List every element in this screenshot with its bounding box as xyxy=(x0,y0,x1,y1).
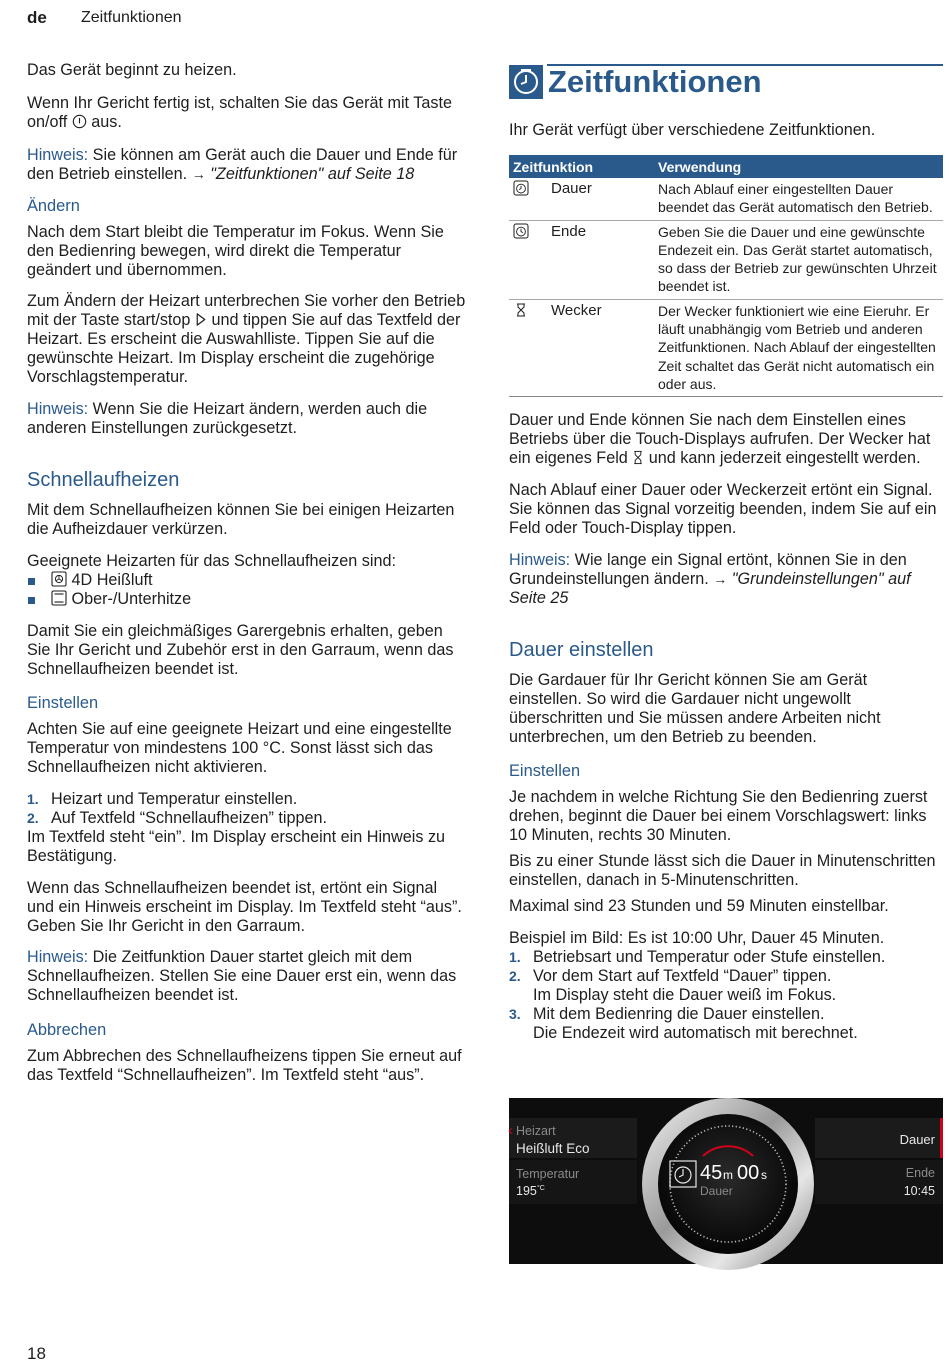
step xyxy=(509,967,943,1005)
paragraph: Ihr Gerät verfügt über verschiedene Zeitfunktionen. xyxy=(509,121,876,139)
table-cell-icon xyxy=(509,220,547,299)
power-icon xyxy=(72,114,87,129)
step-number: 1. xyxy=(27,791,39,807)
paragraph: Beispiel im Bild: Es ist 10:00 Uhr, Dauer 45 Minuten. xyxy=(509,929,885,948)
paragraph: Die Gardauer für Ihr Gericht können Sie am Gerät einstellen. So wird die Gardauer nicht ungewollt überschritten und Sie müssen andere Arbeiten nicht unterbrechen, um den Betrieb zu beenden. xyxy=(509,671,881,747)
step-list xyxy=(27,790,467,828)
text: aus. xyxy=(91,113,122,131)
paragraph xyxy=(509,411,943,468)
heading-dauer-einstellen: Dauer einstellen xyxy=(509,639,654,662)
text: Zum Ändern der Heizart unterbrechen Sie vorher den Betrieb mit der Taste start/stop xyxy=(27,292,466,329)
subheading-aendern: Ändern xyxy=(27,197,80,215)
step xyxy=(27,790,467,809)
table-cell-desc: Geben Sie die Dauer und eine gewünschte Endezeit ein. Das Gerät startet automatisch, so dass der Betrieb zur gewünschten Uhrzeit beendet ist. xyxy=(654,220,943,299)
paragraph xyxy=(27,292,467,387)
page-title: Zeitfunktionen xyxy=(548,64,762,99)
heizart-label: Heizart xyxy=(516,1124,556,1138)
oven-display-picture xyxy=(509,1098,943,1264)
time-functions-table xyxy=(509,155,943,397)
table-cell-name: Wecker xyxy=(547,299,654,396)
step xyxy=(509,948,943,967)
subheading-einstellen: Einstellen xyxy=(509,762,581,781)
paragraph: Mit dem Schnellaufheizen können Sie bei einigen Heizarten die Aufheizdauer verkürzen. xyxy=(27,501,455,538)
paragraph: Nach Ablauf einer Dauer oder Weckerzeit ertönt ein Signal. Sie können das Signal vorzeitig beenden, indem Sie auf ein Feld oder Touch-Display tippen. xyxy=(509,481,937,538)
oven-display-graphic xyxy=(509,1098,943,1264)
table-row xyxy=(509,220,943,299)
heizart-value[interactable]: Heißluft Eco xyxy=(516,1141,590,1156)
paragraph xyxy=(27,94,467,132)
hint-label: Hinweis: xyxy=(509,551,571,570)
table-cell-icon xyxy=(509,178,547,220)
step-number: 1. xyxy=(509,949,521,966)
hint-label: Hinweis: xyxy=(27,400,89,418)
temperature-value[interactable]: 195 xyxy=(516,1184,537,1198)
clock-icon xyxy=(513,223,529,239)
text: und tippen Sie auf das Textfeld der Heizart. Es erscheint die Auswahlliste. Tippen Sie auf die gewünschte Heizart. Im Display erscheint die zugehörige Vorschlagstemperatur. xyxy=(27,311,461,386)
column-header: Verwendung xyxy=(654,155,943,178)
right-column xyxy=(509,60,943,1043)
step-result: Die Endezeit wird automatisch mit berechnet. xyxy=(533,1024,858,1043)
step-text: Heizart und Temperatur einstellen. xyxy=(51,790,298,808)
cross-reference[interactable]: "Grundeinstellungen" auf Seite 25 xyxy=(509,570,911,608)
arrow-right-icon: → xyxy=(713,571,728,588)
hourglass-icon xyxy=(632,450,644,465)
hint-text: Die Zeitfunktion Dauer startet gleich mit dem Schnellaufheizen. Stellen Sie eine Dauer erst ein, wenn das Schnellaufheizen beendet ist. xyxy=(27,948,457,1004)
left-column xyxy=(27,61,467,1085)
paragraph: Bis zu einer Stunde lässt sich die Dauer in Minutenschritten einstellen, danach in 5-Minutenschritten. xyxy=(509,852,936,890)
ende-value[interactable]: 10:45 xyxy=(903,1184,935,1198)
page-number: 18 xyxy=(27,1344,46,1363)
cross-reference[interactable]: "Zeitfunktionen" auf Seite 18 xyxy=(210,165,415,183)
clock-icon xyxy=(513,180,529,196)
paragraph: Wenn das Schnellaufheizen beendet ist, ertönt ein Signal und ein Hinweis erscheint im Display. Im Textfeld steht “aus”. Geben Sie Ihr Gericht in den Garraum. xyxy=(27,879,462,935)
dauer-selected-indicator xyxy=(940,1118,943,1158)
step-text: Vor dem Start auf Textfeld “Dauer” tippen. xyxy=(533,967,832,986)
hint-text: Wenn Sie die Heizart ändern, werden auch die anderen Einstellungen zurückgesetzt. xyxy=(27,400,428,437)
table-cell-icon xyxy=(509,299,547,396)
big-duration-minutes: 45 xyxy=(700,1162,723,1184)
clock-icon xyxy=(509,65,543,99)
hint xyxy=(27,400,467,438)
table-cell-desc: Nach Ablauf einer eingestellten Dauer beendet das Gerät automatisch den Betrieb. xyxy=(654,178,943,220)
arrow-right-icon: → xyxy=(191,166,206,182)
step xyxy=(27,809,467,828)
fan-heat-icon xyxy=(51,571,67,587)
hint xyxy=(27,948,467,1005)
paragraph: Achten Sie auf eine geeignete Heizart und eine eingestellte Temperatur von mindestens 100 °C. Sonst lässt sich das Schnellaufheizen nicht aktivieren. xyxy=(27,720,452,776)
hint-text: Wie lange ein Signal ertönt, können Sie in den Grundeinstellungen ändern. xyxy=(509,551,907,589)
paragraph: Geeignete Heizarten für das Schnellaufheizen sind: xyxy=(27,552,396,570)
item-label: Ober-/Unterhitze xyxy=(71,590,192,608)
step xyxy=(509,1005,943,1043)
list-item xyxy=(27,571,467,590)
ende-label: Ende xyxy=(905,1166,935,1180)
hint-text: Sie können am Gerät auch die Dauer und Ende für den Betrieb einstellen. xyxy=(27,146,458,183)
text: Dauer und Ende können Sie nach dem Einstellen eines Betriebs über die Touch-Displays aufrufen. Der Wecker hat ein eigenes Feld xyxy=(509,411,931,468)
step-text: Mit dem Bedienring die Dauer einstellen. xyxy=(533,1005,825,1024)
table-cell-name: Ende xyxy=(547,220,654,299)
paragraph: Je nachdem in welche Richtung Sie den Bedienring zuerst drehen, beginnt die Dauer bei einem Vorschlagswert: links 10 Minuten, rechts 30 Minuten. xyxy=(509,788,928,845)
column-header: Zeitfunktion xyxy=(509,155,654,178)
paragraph: Zum Abbrechen des Schnellaufheizens tippen Sie erneut auf das Textfeld “Schnellaufheizen”. Im Textfeld steht “aus”. xyxy=(27,1047,462,1084)
dauer-tab[interactable]: Dauer xyxy=(899,1132,935,1147)
header-section: Zeitfunktionen xyxy=(81,9,182,26)
hourglass-icon xyxy=(513,302,529,318)
hint xyxy=(509,551,943,608)
hint xyxy=(27,146,467,184)
step-number: 2. xyxy=(27,810,39,826)
temperature-unit: °C xyxy=(537,1185,545,1192)
table-row xyxy=(509,299,943,396)
step-result: Im Display steht die Dauer weiß im Fokus. xyxy=(533,986,837,1005)
subheading-abbrechen: Abbrechen xyxy=(27,1021,107,1039)
play-icon xyxy=(195,312,207,327)
big-duration-minutes-unit: m xyxy=(723,1168,733,1182)
text: und kann jederzeit eingestellt werden. xyxy=(648,449,921,468)
list-item xyxy=(27,590,467,609)
back-arrow-icon[interactable]: ‹ xyxy=(508,1122,513,1139)
temperature-label: Temperatur xyxy=(516,1167,580,1181)
heading-schnellaufheizen: Schnellaufheizen xyxy=(27,469,180,491)
step-text: Betriebsart und Temperatur oder Stufe einstellen. xyxy=(533,948,886,967)
big-duration-label: Dauer xyxy=(700,1184,733,1198)
table-cell-name: Dauer xyxy=(547,178,654,220)
paragraph: Maximal sind 23 Stunden und 59 Minuten einstellbar. xyxy=(509,897,889,916)
step-text: Auf Textfeld “Schnellaufheizen” tippen. xyxy=(51,809,327,827)
section-title xyxy=(509,60,943,106)
hint-label: Hinweis: xyxy=(27,146,89,164)
header-language: de xyxy=(27,8,47,27)
paragraph: Das Gerät beginnt zu heizen. xyxy=(27,61,237,79)
subheading-einstellen: Einstellen xyxy=(27,694,99,712)
table-row xyxy=(509,178,943,220)
step-number: 3. xyxy=(509,1006,521,1023)
top-bottom-heat-icon xyxy=(51,590,67,606)
hint-label: Hinweis: xyxy=(27,948,89,966)
paragraph: Nach dem Start bleibt die Temperatur im Fokus. Wenn Sie den Bedienring bewegen, wird direkt die Temperatur geändert und übernommen. xyxy=(27,223,444,279)
step-number: 2. xyxy=(509,968,521,985)
table-cell-desc: Der Wecker funktioniert wie eine Eieruhr. Er läuft unabhängig vom Betrieb und anderen Zeitfunktionen. Nach Ablauf der eingestellten Zeit schaltet das Gerät nicht automatisch ein oder aus. xyxy=(654,299,943,396)
text: Wenn Ihr Gericht fertig ist, schalten Sie das Gerät mit Taste on/off xyxy=(27,94,452,131)
paragraph: Damit Sie ein gleichmäßiges Garergebnis erhalten, geben Sie Ihr Gericht und Zubehör erst in den Garraum, wenn das Schnellaufheizen beendet ist. xyxy=(27,622,454,678)
big-duration-seconds: 00 xyxy=(737,1162,760,1184)
paragraph: Im Textfeld steht “ein”. Im Display erscheint ein Hinweis zu Bestätigung. xyxy=(27,828,446,865)
step-list xyxy=(509,948,943,1043)
big-duration-seconds-unit: s xyxy=(761,1168,767,1182)
table-header-row xyxy=(509,155,943,178)
item-label: 4D Heißluft xyxy=(71,571,153,589)
bullet-list xyxy=(27,571,467,609)
